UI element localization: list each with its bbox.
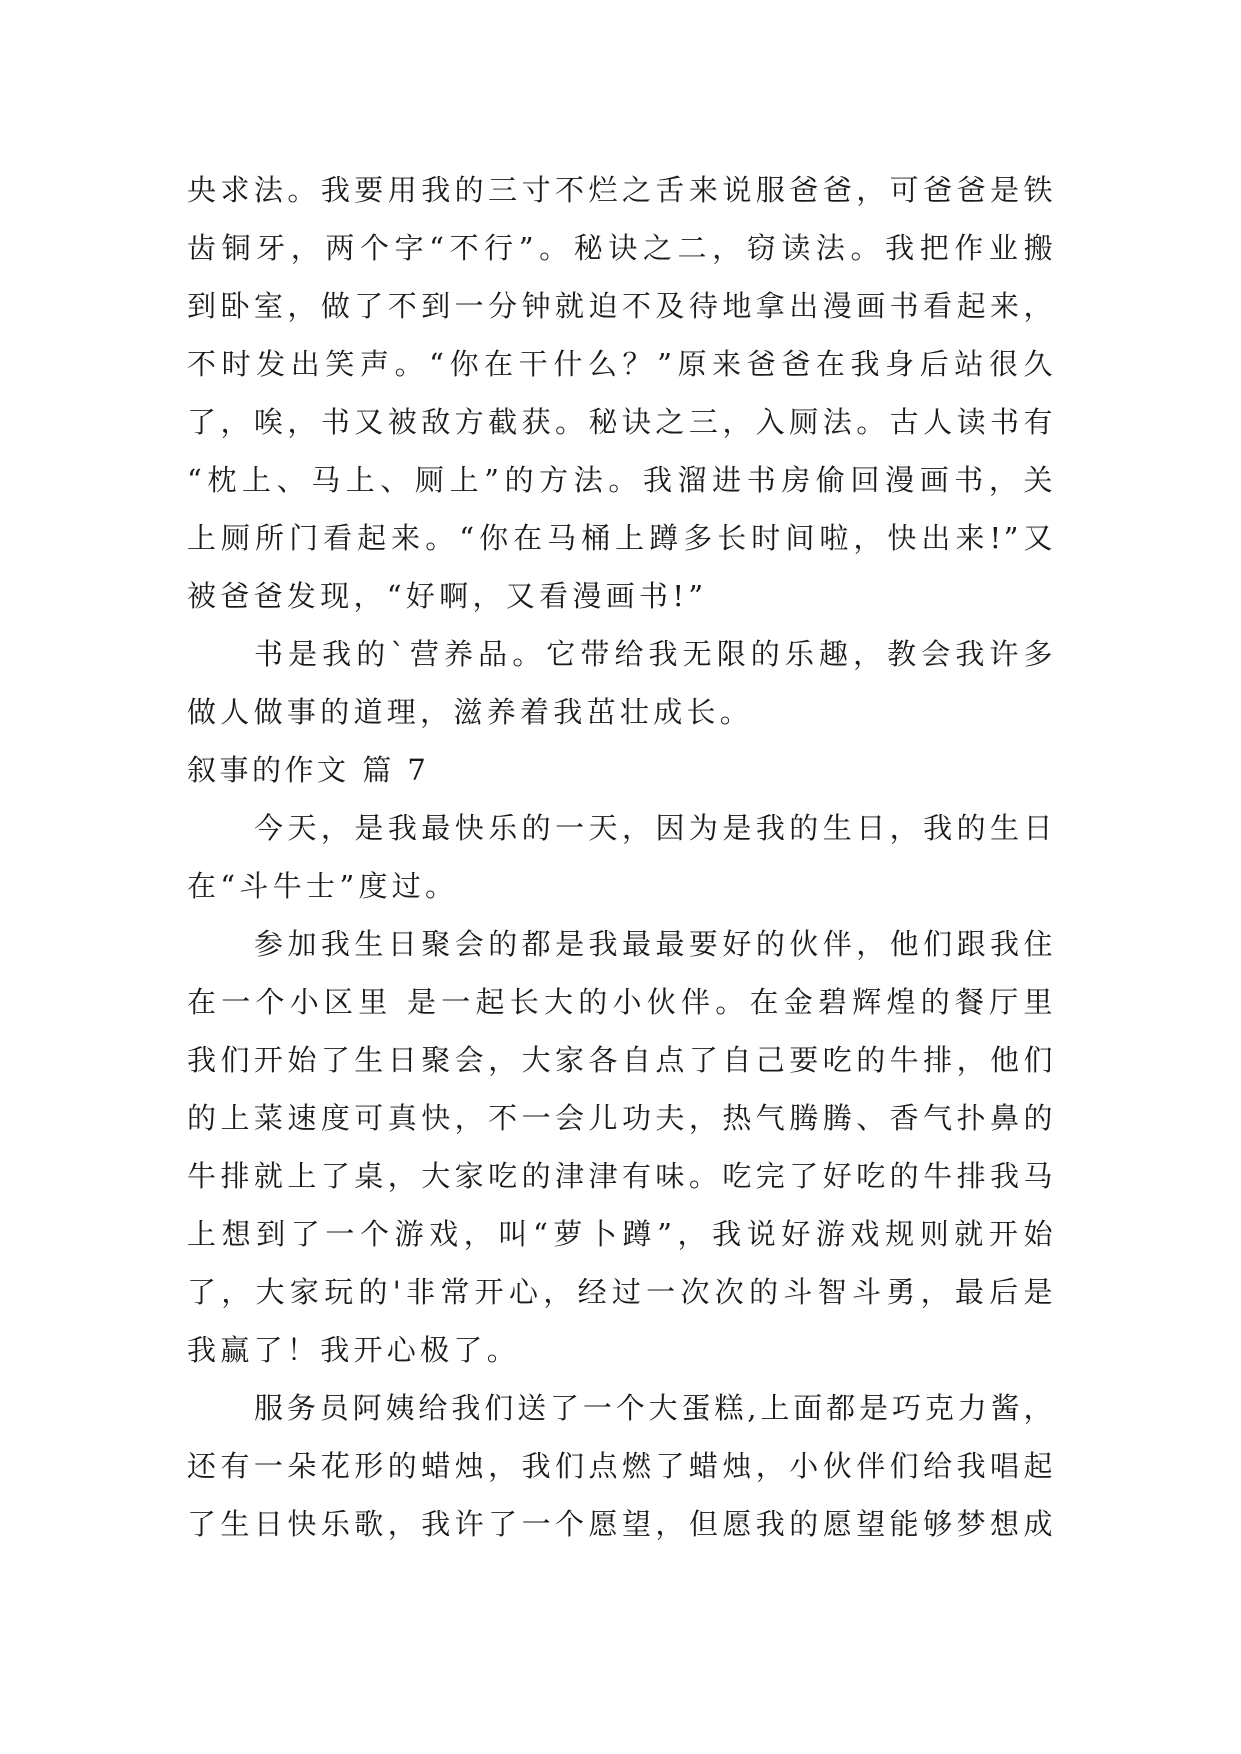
text-line: 今天，是我最快乐的一天，因为是我的生日，我的生日 [254,811,1055,845]
text-line: 被爸爸发现，“好啊，又看漫画书!” [187,579,708,613]
text-line: 我赢了！我开心极了。 [187,1333,521,1367]
text-line: 齿铜牙，两个字“不行”。秘诀之二，窃读法。我把作业搬 [187,231,1055,265]
text-line: 了，唉，书又被敌方截获。秘诀之三，入厕法。古人读书有 [187,405,1055,439]
paragraph-previous-secrets [187,161,1055,625]
text-line: 到卧室，做了不到一分钟就迫不及待地拿出漫画书看起来， [187,289,1055,323]
text-line: 央求法。我要用我的三寸不烂之舌来说服爸爸，可爸爸是铁 [187,173,1055,207]
text-line: 参加我生日聚会的都是我最最要好的伙伴，他们跟我住 [254,927,1055,961]
body-text [187,161,1055,1553]
text-line: 不时发出笑声。“你在干什么？”原来爸爸在我身后站很久 [187,347,1055,381]
text-line: 上想到了一个游戏，叫“萝卜蹲”，我说好游戏规则就开始 [187,1217,1055,1251]
text-line: 我们开始了生日聚会，大家各自点了自己要吃的牛排，他们 [187,1043,1055,1077]
text-line: 还有一朵花形的蜡烛，我们点燃了蜡烛，小伙伴们给我唱起 [187,1449,1055,1483]
essay-paragraph [187,799,1055,915]
essay-heading: 叙事的作文 篇 7 [187,753,430,787]
text-line: 服务员阿姨给我们送了一个大蛋糕,上面都是巧克力酱， [254,1391,1055,1425]
essay-paragraph [187,1379,1055,1553]
paragraph-conclusion [187,625,1055,741]
text-line: 在一个小区里 是一起长大的小伙伴。在金碧辉煌的餐厅里 [187,985,1055,1019]
text-line: 的上菜速度可真快，不一会儿功夫，热气腾腾、香气扑鼻的 [187,1101,1055,1135]
text-line: “枕上、马上、厕上”的方法。我溜进书房偷回漫画书，关 [187,463,1055,497]
text-line: 了，大家玩的'非常开心，经过一次次的斗智斗勇，最后是 [187,1275,1055,1309]
text-line: 做人做事的道理，滋养着我茁壮成长。 [187,695,754,729]
text-line: 了生日快乐歌，我许了一个愿望，但愿我的愿望能够梦想成 [187,1507,1055,1541]
text-line: 上厕所门看起来。“你在马桶上蹲多长时间啦，快出来!”又 [187,521,1055,555]
text-line: 牛排就上了桌，大家吃的津津有味。吃完了好吃的牛排我马 [187,1159,1055,1193]
text-line: 在“斗牛士”度过。 [187,869,459,903]
essay-paragraph [187,915,1055,1379]
text-line: 书是我的`营养品。它带给我无限的乐趣，教会我许多 [254,637,1055,671]
